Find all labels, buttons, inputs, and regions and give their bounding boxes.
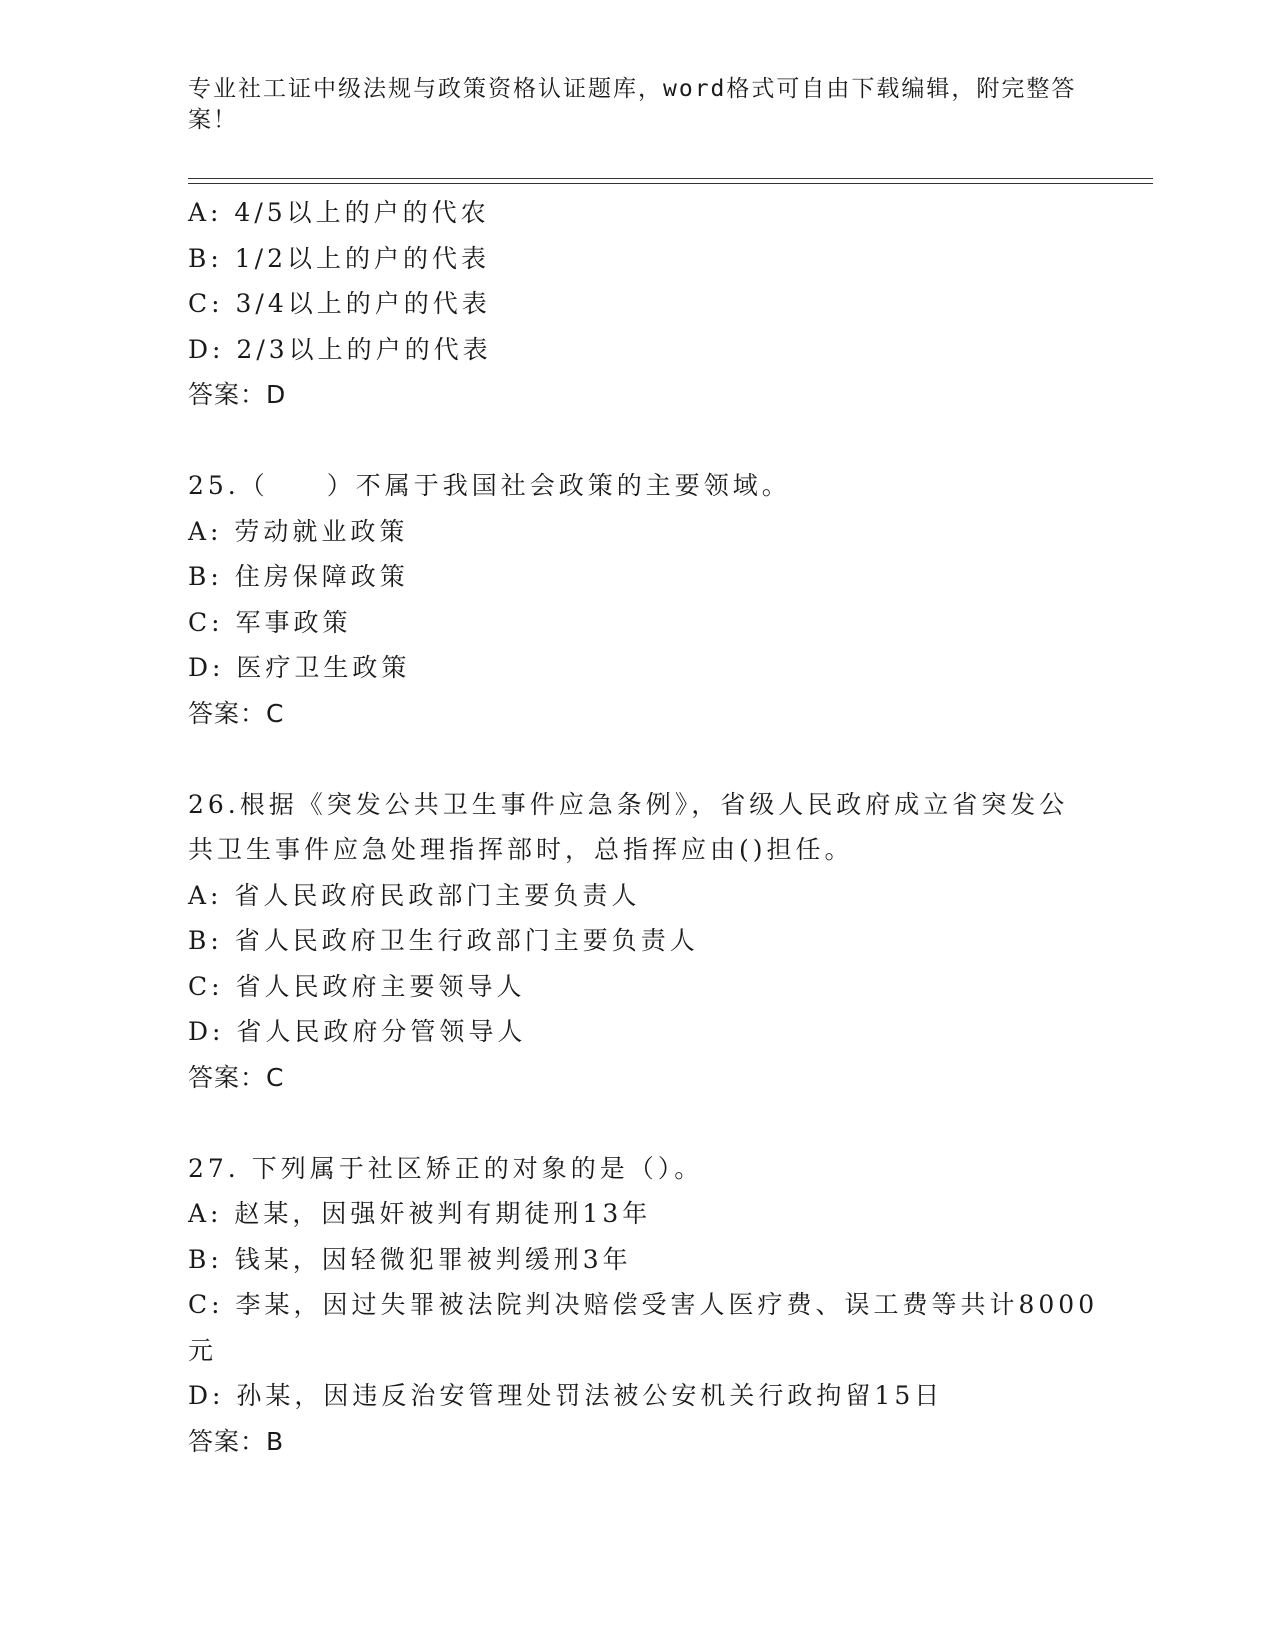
option-a: A: 4/5以上的户的代农 xyxy=(188,198,490,227)
option-c: C: 省人民政府主要领导人 xyxy=(188,971,526,1001)
option-b: B: 省人民政府卫生行政部门主要负责人 xyxy=(188,926,699,955)
spacer xyxy=(188,736,1128,782)
option-c: C: 3/4以上的户的代表 xyxy=(188,289,491,318)
question-block-26 xyxy=(188,782,1128,1101)
option-c-continued: 元 xyxy=(188,1335,218,1365)
option-d: D: 孙某，因违反治安管理处罚法被公安机关行政拘留15日 xyxy=(188,1381,944,1410)
question-text: 27. 下列属于社区矫正的对象的是（）。 xyxy=(188,1153,704,1183)
option-c: C: 李某，因过失罪被法院判决赔偿受害人医疗费、误工费等共计8000 xyxy=(188,1290,1099,1319)
option-d: D: 2/3以上的户的代表 xyxy=(188,334,492,364)
question-text-line-2: 共卫生事件应急处理指挥部时，总指挥应由()担任。 xyxy=(188,835,854,864)
spacer xyxy=(188,418,1128,464)
question-block-27 xyxy=(188,1146,1128,1465)
question-text-line-1: 26.根据《突发公共卫生事件应急条例》，省级人民政府成立省突发公 xyxy=(188,789,1069,819)
answer: 答案：B xyxy=(188,1426,285,1456)
option-a: A: 省人民政府民政部门主要负责人 xyxy=(188,880,641,910)
question-text: 25.（ ）不属于我国社会政策的主要领域。 xyxy=(188,471,791,500)
spacer xyxy=(188,1100,1128,1146)
answer: 答案：C xyxy=(188,698,285,728)
option-a: A: 劳动就业政策 xyxy=(188,516,409,546)
option-c: C: 军事政策 xyxy=(188,607,352,637)
option-b: B: 1/2以上的户的代表 xyxy=(188,243,490,273)
question-block-24 xyxy=(188,190,1128,418)
question-block-25 xyxy=(188,463,1128,736)
document-header: 专业社工证中级法规与政策资格认证题库，word格式可自由下载编辑，附完整答案！ xyxy=(188,76,1077,133)
option-d: D: 省人民政府分管领导人 xyxy=(188,1017,527,1046)
option-a: A: 赵某，因强奸被判有期徒刑13年 xyxy=(188,1199,652,1228)
header-divider-top xyxy=(188,178,1153,179)
header-divider-bottom xyxy=(188,183,1153,184)
answer: 答案：D xyxy=(188,380,287,409)
option-b: B: 钱某，因轻微犯罪被判缓刑3年 xyxy=(188,1244,632,1274)
option-b: B: 住房保障政策 xyxy=(188,562,409,591)
option-d: D: 医疗卫生政策 xyxy=(188,653,411,682)
question-list xyxy=(188,190,1128,1464)
answer: 答案：C xyxy=(188,1062,285,1092)
